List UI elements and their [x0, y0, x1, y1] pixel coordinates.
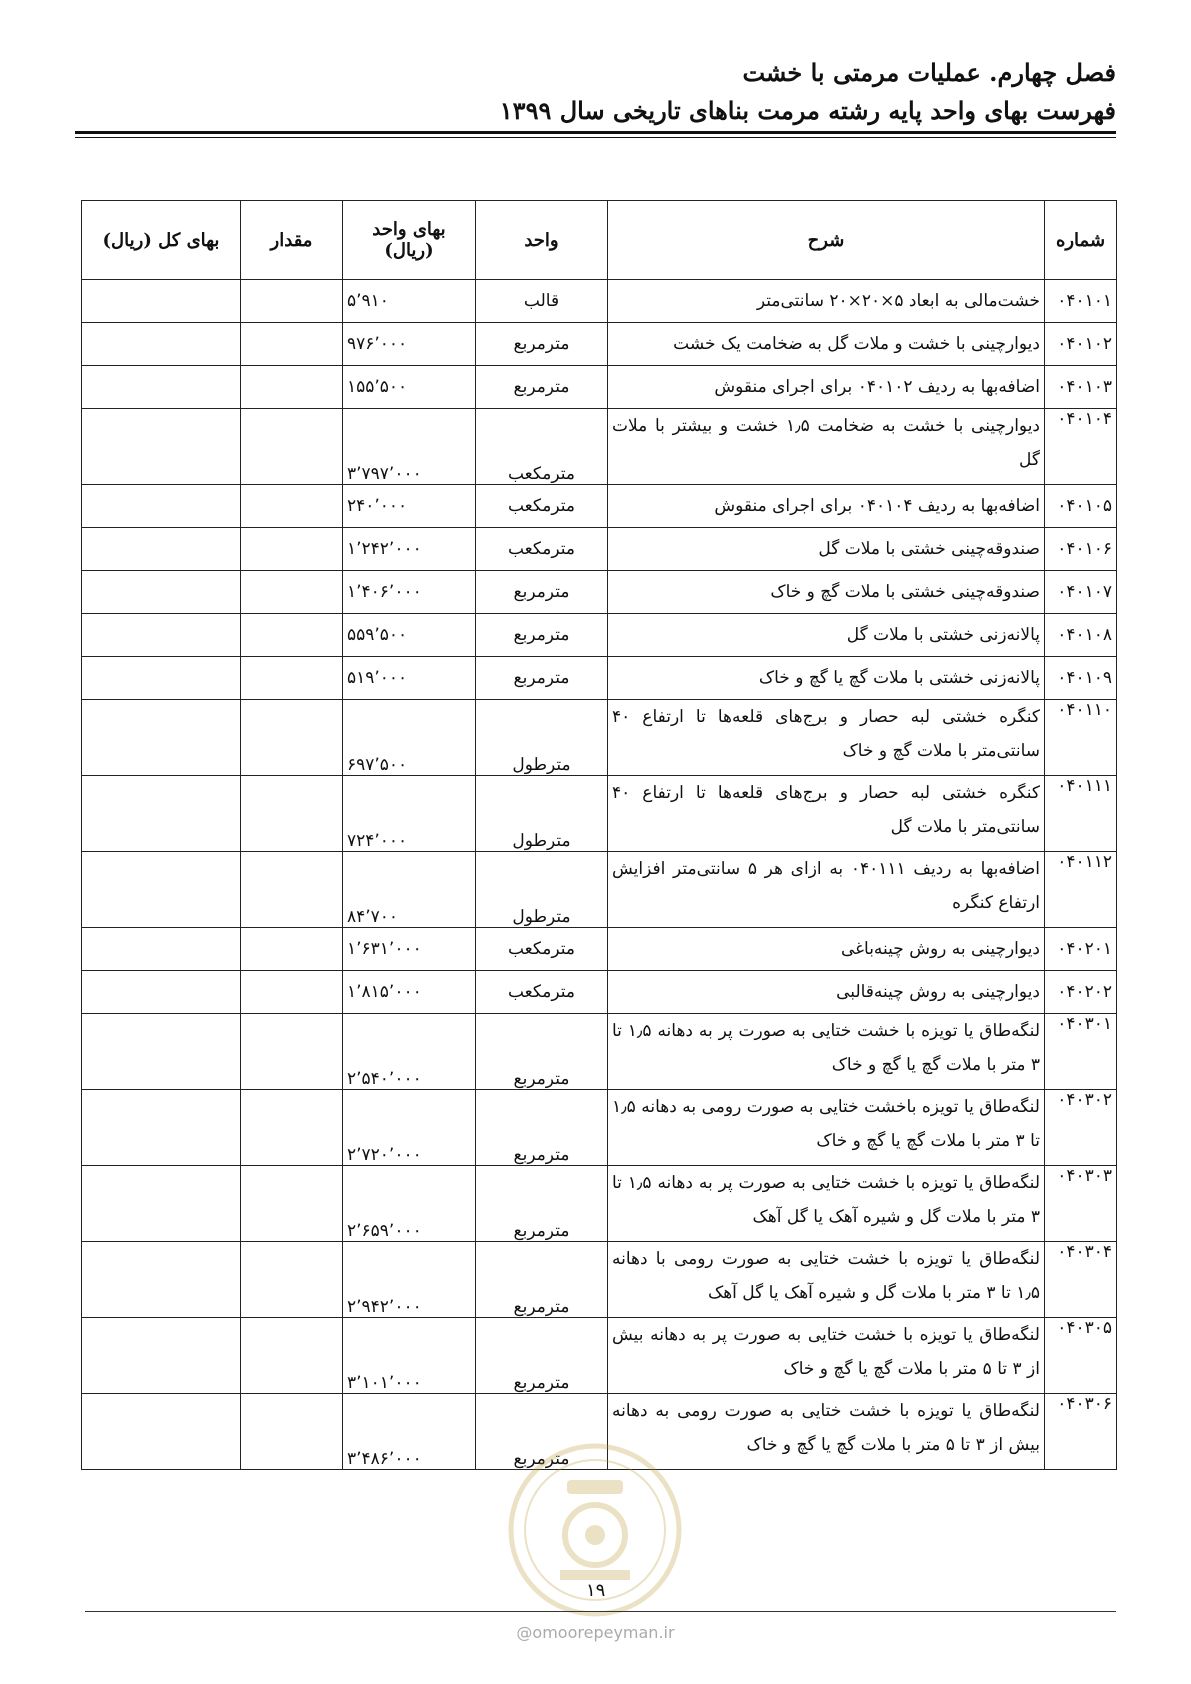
item-quantity[interactable] [241, 776, 343, 852]
item-total[interactable] [82, 657, 241, 700]
item-number: ۰۴۰۱۰۸ [1045, 614, 1117, 657]
item-quantity[interactable] [241, 1014, 343, 1090]
table-row [82, 571, 1117, 614]
item-total[interactable] [82, 1166, 241, 1242]
item-unit-price: ۸۴٬۷۰۰ [343, 852, 476, 928]
header-unit-price [343, 201, 476, 280]
table-row [82, 1090, 1117, 1166]
table-body [82, 280, 1117, 1470]
item-description: دیوارچینی با خشت به ضخامت ۱٫۵ خشت و بیشتر با ملات گل [608, 409, 1045, 485]
item-number: ۰۴۰۱۰۷ [1045, 571, 1117, 614]
table-row [82, 776, 1117, 852]
header-quantity: مقدار [241, 201, 343, 280]
item-unit-price: ۲۴۰٬۰۰۰ [343, 485, 476, 528]
item-unit: مترمربع [476, 657, 608, 700]
item-quantity[interactable] [241, 528, 343, 571]
item-unit: مترطول [476, 776, 608, 852]
item-unit-price: ۱۵۵٬۵۰۰ [343, 366, 476, 409]
item-number: ۰۴۰۱۰۱ [1045, 280, 1117, 323]
item-total[interactable] [82, 614, 241, 657]
item-unit: مترمربع [476, 571, 608, 614]
item-number: ۰۴۰۳۰۴ [1045, 1242, 1117, 1318]
item-total[interactable] [82, 571, 241, 614]
header-description: شرح [608, 201, 1045, 280]
table-row [82, 852, 1117, 928]
item-unit-price: ۷۲۴٬۰۰۰ [343, 776, 476, 852]
table-row [82, 366, 1117, 409]
header-unit-price-currency: (ریال) [384, 240, 434, 261]
item-quantity[interactable] [241, 852, 343, 928]
item-total[interactable] [82, 280, 241, 323]
item-total[interactable] [82, 485, 241, 528]
table-row [82, 528, 1117, 571]
item-unit: مترمکعب [476, 971, 608, 1014]
item-unit: مترمربع [476, 1242, 608, 1318]
item-total[interactable] [82, 1318, 241, 1394]
item-quantity[interactable] [241, 971, 343, 1014]
header-number: شماره [1045, 201, 1117, 280]
item-total[interactable] [82, 852, 241, 928]
table-row [82, 700, 1117, 776]
item-number: ۰۴۰۱۱۱ [1045, 776, 1117, 852]
item-quantity[interactable] [241, 1318, 343, 1394]
item-description: پالانه‌زنی خشتی با ملات گل [608, 614, 1045, 657]
table-row [82, 657, 1117, 700]
item-description: صندوقه‌چینی خشتی با ملات گل [608, 528, 1045, 571]
item-unit: مترمربع [476, 1090, 608, 1166]
item-description: لنگه‌طاق یا تویزه باخشت ختایی به صورت رومی به دهانه ۱٫۵ تا ۳ متر با ملات گچ یا گچ و خاک [608, 1090, 1045, 1166]
item-unit: مترمربع [476, 1166, 608, 1242]
item-unit-price: ۲٬۵۴۰٬۰۰۰ [343, 1014, 476, 1090]
table-row [82, 614, 1117, 657]
item-total[interactable] [82, 1394, 241, 1470]
item-number: ۰۴۰۱۰۲ [1045, 323, 1117, 366]
table-row [82, 485, 1117, 528]
website-watermark: @omoorepeyman.ir [516, 1623, 675, 1642]
item-unit-price: ۵۵۹٬۵۰۰ [343, 614, 476, 657]
item-unit-price: ۵۱۹٬۰۰۰ [343, 657, 476, 700]
item-quantity[interactable] [241, 323, 343, 366]
item-unit-price: ۳٬۷۹۷٬۰۰۰ [343, 409, 476, 485]
item-unit-price: ۱٬۴۰۶٬۰۰۰ [343, 571, 476, 614]
item-number: ۰۴۰۳۰۲ [1045, 1090, 1117, 1166]
item-number: ۰۴۰۳۰۵ [1045, 1318, 1117, 1394]
item-description: دیوارچینی به روش چینه‌باغی [608, 928, 1045, 971]
item-unit: مترمکعب [476, 409, 608, 485]
item-description: اضافه‌بها به ردیف ۰۴۰۱۰۲ برای اجرای منقوش [608, 366, 1045, 409]
item-total[interactable] [82, 1014, 241, 1090]
document-subtitle: فهرست بهای واحد پایه رشته مرمت بناهای تاریخی سال ۱۳۹۹ [499, 96, 1116, 125]
item-total[interactable] [82, 1242, 241, 1318]
item-total[interactable] [82, 700, 241, 776]
item-description: کنگره خشتی لبه حصار و برج‌های قلعه‌ها تا ارتفاع ۴۰ سانتی‌متر با ملات گل [608, 776, 1045, 852]
item-unit: مترمربع [476, 366, 608, 409]
item-total[interactable] [82, 928, 241, 971]
item-unit-price: ۳٬۱۰۱٬۰۰۰ [343, 1318, 476, 1394]
item-description: لنگه‌طاق یا تویزه با خشت ختایی به صورت پر به دهانه ۱٫۵ تا ۳ متر با ملات گل و شیره آهک یا گل آهک [608, 1166, 1045, 1242]
table-row [82, 1014, 1117, 1090]
item-unit: مترمکعب [476, 485, 608, 528]
item-total[interactable] [82, 776, 241, 852]
item-number: ۰۴۰۱۰۵ [1045, 485, 1117, 528]
item-number: ۰۴۰۳۰۶ [1045, 1394, 1117, 1470]
table-row [82, 1242, 1117, 1318]
header-rule-thick [75, 131, 1116, 134]
item-description: لنگه‌طاق یا تویزه با خشت ختایی به صورت پر به دهانه ۱٫۵ تا ۳ متر با ملات گچ یا گچ و خاک [608, 1014, 1045, 1090]
table-header-row [82, 201, 1117, 280]
item-unit: مترمکعب [476, 928, 608, 971]
item-quantity[interactable] [241, 280, 343, 323]
item-unit: مترمکعب [476, 528, 608, 571]
item-description: لنگه‌طاق یا تویزه با خشت ختایی به صورت رومی با دهانه ۱٫۵ تا ۳ متر با ملات گل و شیره آهک یا گل آهک [608, 1242, 1045, 1318]
item-quantity[interactable] [241, 1166, 343, 1242]
item-description: لنگه‌طاق یا تویزه با خشت ختایی به صورت پر به دهانه بیش از ۳ تا ۵ متر با ملات گچ یا گچ و خاک [608, 1318, 1045, 1394]
header-total: بهای کل (ریال) [82, 201, 241, 280]
item-description: اضافه‌بها به ردیف ۰۴۰۱۱۱ به ازای هر ۵ سانتی‌متر افزایش ارتفاع کنگره [608, 852, 1045, 928]
item-unit-price: ۲٬۷۲۰٬۰۰۰ [343, 1090, 476, 1166]
item-quantity[interactable] [241, 700, 343, 776]
item-unit-price: ۱٬۲۴۲٬۰۰۰ [343, 528, 476, 571]
item-quantity[interactable] [241, 1242, 343, 1318]
item-unit: قالب [476, 280, 608, 323]
item-quantity[interactable] [241, 366, 343, 409]
header-unit-price-label: بهای واحد [372, 219, 446, 240]
item-quantity[interactable] [241, 1090, 343, 1166]
item-description: دیوارچینی با خشت و ملات گل به ضخامت یک خشت [608, 323, 1045, 366]
table-row [82, 280, 1117, 323]
table-row [82, 409, 1117, 485]
item-unit: مترمربع [476, 1014, 608, 1090]
item-quantity[interactable] [241, 657, 343, 700]
item-total[interactable] [82, 366, 241, 409]
item-number: ۰۴۰۱۰۳ [1045, 366, 1117, 409]
item-description: اضافه‌بها به ردیف ۰۴۰۱۰۴ برای اجرای منقوش [608, 485, 1045, 528]
item-total[interactable] [82, 971, 241, 1014]
item-description: کنگره خشتی لبه حصار و برج‌های قلعه‌ها تا ارتفاع ۴۰ سانتی‌متر با ملات گچ و خاک [608, 700, 1045, 776]
item-description: دیوارچینی به روش چینه‌قالبی [608, 971, 1045, 1014]
item-number: ۰۴۰۱۱۰ [1045, 700, 1117, 776]
table-row [82, 1318, 1117, 1394]
item-unit-price: ۵٬۹۱۰ [343, 280, 476, 323]
header-rule-thin [75, 137, 1116, 138]
table-row [82, 323, 1117, 366]
item-unit-price: ۲٬۹۴۲٬۰۰۰ [343, 1242, 476, 1318]
item-number: ۰۴۰۱۰۶ [1045, 528, 1117, 571]
price-list-table [81, 200, 1117, 1470]
item-description: خشت‌مالی به ابعاد ۵×۲۰×۲۰ سانتی‌متر [608, 280, 1045, 323]
item-unit: مترمربع [476, 614, 608, 657]
item-quantity[interactable] [241, 614, 343, 657]
item-number: ۰۴۰۲۰۲ [1045, 971, 1117, 1014]
item-total[interactable] [82, 528, 241, 571]
item-description: پالانه‌زنی خشتی با ملات گچ یا گچ و خاک [608, 657, 1045, 700]
item-description: لنگه‌طاق یا تویزه با خشت ختایی به صورت رومی به دهانه بیش از ۳ تا ۵ متر با ملات گچ یا گچ و خاک [608, 1394, 1045, 1470]
item-number: ۰۴۰۳۰۱ [1045, 1014, 1117, 1090]
item-unit-price: ۱٬۶۳۱٬۰۰۰ [343, 928, 476, 971]
item-unit-price: ۶۹۷٬۵۰۰ [343, 700, 476, 776]
item-unit: مترطول [476, 852, 608, 928]
item-unit: مترطول [476, 700, 608, 776]
table-row [82, 1166, 1117, 1242]
footer-rule [85, 1611, 1116, 1612]
item-quantity[interactable] [241, 409, 343, 485]
item-unit-price: ۹۷۶٬۰۰۰ [343, 323, 476, 366]
item-unit: مترمربع [476, 323, 608, 366]
item-unit: مترمربع [476, 1394, 608, 1470]
item-quantity[interactable] [241, 571, 343, 614]
page-number: ۱۹ [586, 1580, 606, 1601]
header-unit: واحد [476, 201, 608, 280]
item-description: صندوقه‌چینی خشتی با ملات گچ و خاک [608, 571, 1045, 614]
item-number: ۰۴۰۲۰۱ [1045, 928, 1117, 971]
item-total[interactable] [82, 323, 241, 366]
item-quantity[interactable] [241, 485, 343, 528]
item-unit-price: ۱٬۸۱۵٬۰۰۰ [343, 971, 476, 1014]
item-total[interactable] [82, 1090, 241, 1166]
item-number: ۰۴۰۱۱۲ [1045, 852, 1117, 928]
item-quantity[interactable] [241, 928, 343, 971]
item-unit: مترمربع [476, 1318, 608, 1394]
table-row [82, 928, 1117, 971]
table-row [82, 971, 1117, 1014]
item-unit-price: ۲٬۶۵۹٬۰۰۰ [343, 1166, 476, 1242]
item-number: ۰۴۰۱۰۴ [1045, 409, 1117, 485]
item-total[interactable] [82, 409, 241, 485]
item-number: ۰۴۰۱۰۹ [1045, 657, 1117, 700]
item-unit-price: ۳٬۴۸۶٬۰۰۰ [343, 1394, 476, 1470]
item-number: ۰۴۰۳۰۳ [1045, 1166, 1117, 1242]
chapter-title: فصل چهارم. عملیات مرمتی با خشت [742, 58, 1116, 87]
item-quantity[interactable] [241, 1394, 343, 1470]
